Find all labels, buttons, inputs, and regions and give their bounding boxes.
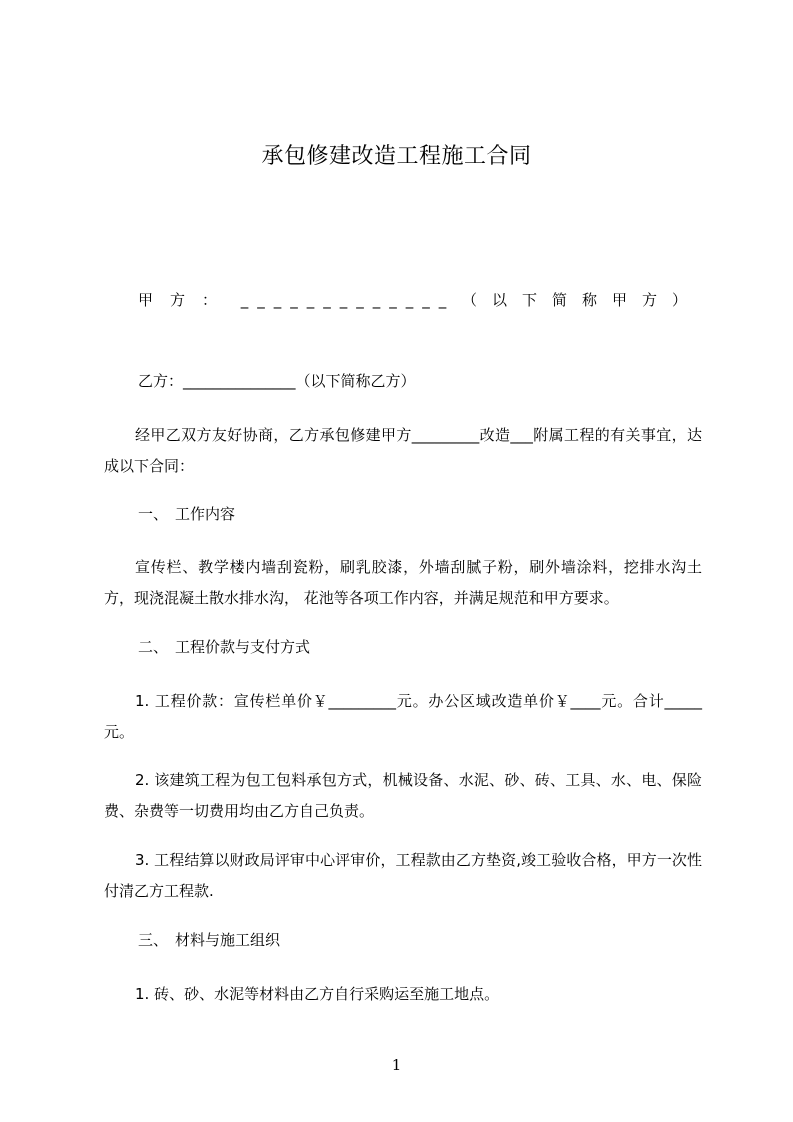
party-a-label: 甲方：	[138, 291, 235, 309]
section-1-paragraph-1: 宣传栏、教学楼内墙刮瓷粉，刷乳胶漆，外墙刮腻子粉，刷外墙涂料，挖排水沟土方，现浇混凝土散水排水沟， 花池等各项工作内容，并满足规范和甲方要求。	[104, 558, 702, 607]
section-heading-2	[138, 632, 734, 663]
document-title: 承包修建改造工程施工合同	[261, 144, 532, 169]
party-b-note: （以下简称乙方）	[295, 372, 416, 390]
section-heading-1	[138, 499, 734, 530]
section-title: 工程价款与支付方式	[175, 638, 311, 656]
intro-paragraph: 经甲乙双方友好协商，乙方承包修建甲方_________改造___附属工程的有关事宜，达成以下合同：	[104, 426, 702, 475]
section-2-paragraph-1: 1. 工程价款：宣传栏单价￥_________元。办公区域改造单价￥____元。合计_____元。	[104, 692, 702, 741]
section-number: 一、	[138, 505, 169, 523]
party-a-blank: _____________	[240, 291, 456, 309]
section-number: 二、	[138, 638, 169, 656]
party-a-line	[138, 285, 702, 316]
section-3-paragraph-1: 1. 砖、砂、水泥等材料由乙方自行采购运至施工地点。	[135, 985, 500, 1003]
section-2-paragraph-3: 3. 工程结算以财政局评审中心评审价，工程款由乙方垫资,竣工验收合格，甲方一次性付清乙方工程款.	[104, 851, 702, 900]
section-title: 材料与施工组织	[175, 931, 281, 949]
section-2-paragraph-2: 2. 该建筑工程为包工包料承包方式，机械设备、水泥、砂、砖、工具、水、电、保险费、杂费等一切费用均由乙方自己负责。	[104, 771, 702, 820]
party-b-blank: _______________	[183, 372, 296, 390]
section-title: 工作内容	[175, 505, 236, 523]
section-heading-3	[138, 925, 734, 956]
party-b-label: 乙方：	[138, 372, 184, 390]
page-number: 1	[391, 1056, 402, 1074]
party-b-line	[138, 366, 734, 397]
party-a-note: （以下简称甲方）	[461, 291, 702, 309]
section-number: 三、	[138, 931, 169, 949]
